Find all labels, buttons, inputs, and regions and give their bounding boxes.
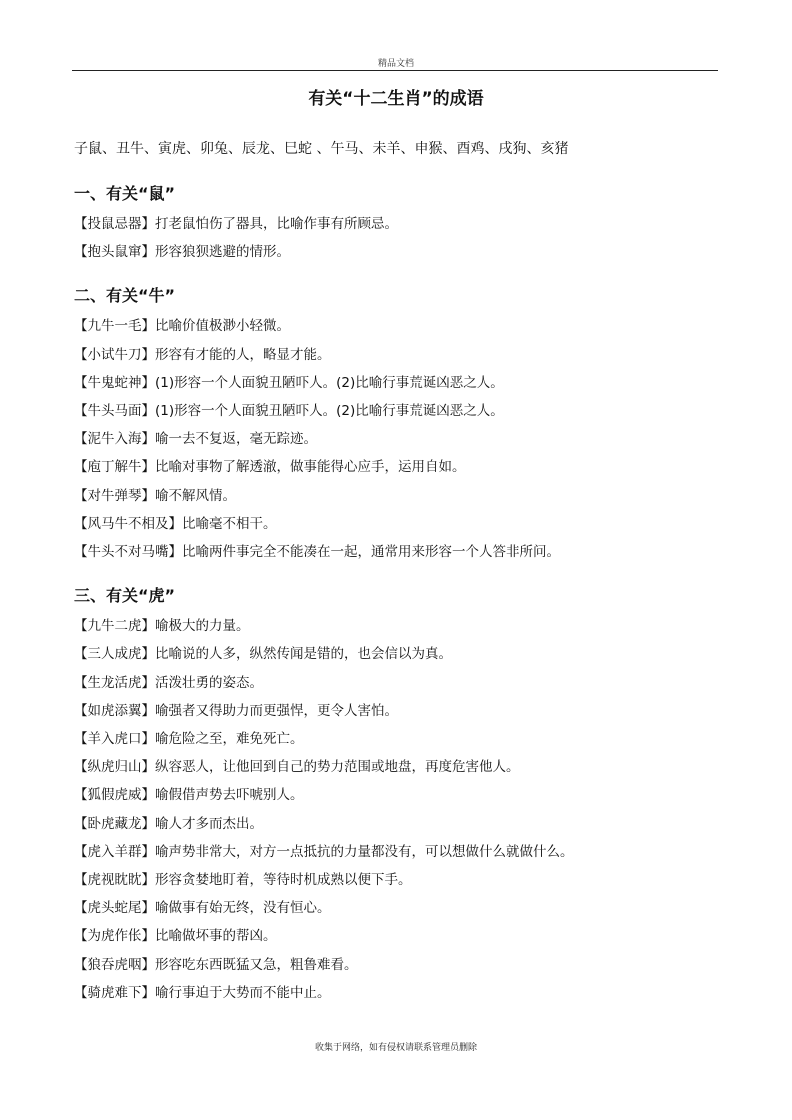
section-heading: 一、有关“鼠” [74, 184, 176, 203]
idiom-entry: 【小试牛刀】形容有才能的人，略显才能。 [74, 346, 331, 363]
idiom-entry: 【庖丁解牛】比喻对事物了解透澈，做事能得心应手，运用自如。 [74, 459, 466, 476]
idiom-entry: 【虎视眈眈】形容贪婪地盯着，等待时机成熟以便下手。 [74, 872, 412, 889]
header-divider [72, 70, 718, 71]
page-header: 精品文档 [377, 59, 414, 69]
section-heading: 三、有关“虎” [74, 586, 176, 606]
zodiac-intro: 子鼠、丑牛、寅虎、卯兔、辰龙、巳蛇 、午马、未羊、申猴、酉鸡、戌狗、亥猪 [74, 141, 569, 157]
idiom-entry: 【纵虎归山】纵容恶人，让他回到自己的势力范围或地盘，再度危害他人。 [74, 759, 520, 776]
section-2 [74, 282, 724, 566]
page-footer: 收集于网络，如有侵权请联系管理员删除 [314, 1043, 477, 1053]
document-body [74, 136, 724, 1007]
idiom-entry: 【泥牛入海】喻一去不复返，毫无踪迹。 [74, 431, 317, 448]
idiom-entry: 【投鼠忌器】打老鼠怕伤了器具，比喻作事有所顾忌。 [74, 216, 398, 232]
idiom-entry: 【抱头鼠窜】形容狼狈逃避的情形。 [74, 244, 290, 261]
section-heading: 二、有关“牛” [74, 286, 176, 306]
idiom-entry: 【牛头不对马嘴】比喻两件事完全不能凑在一起，通常用来形容一个人答非所问。 [74, 544, 560, 561]
idiom-entry: 【狐假虎威】喻假借声势去吓唬别人。 [74, 787, 304, 804]
idiom-entry: 【虎头蛇尾】喻做事有始无终，没有恒心。 [74, 900, 331, 917]
idiom-entry: 【生龙活虎】活泼壮勇的姿态。 [74, 674, 263, 691]
idiom-entry: 【狼吞虎咽】形容吃东西既猛又急，粗鲁难看。 [74, 956, 358, 973]
document-title: 有关“十二生肖”的成语 [308, 89, 484, 109]
idiom-entry: 【三人成虎】比喻说的人多，纵然传闻是错的，也会信以为真。 [74, 646, 452, 663]
section-3 [74, 582, 724, 1007]
sections-container [74, 180, 724, 1007]
idiom-entry: 【羊入虎口】喻危险之至，难免死亡。 [74, 731, 304, 748]
idiom-entry: 【为虎作伥】比喻做坏事的帮凶。 [74, 928, 277, 945]
idiom-entry: 【九牛二虎】喻极大的力量。 [74, 618, 250, 635]
section-1 [74, 180, 724, 266]
idiom-entry: 【风马牛不相及】比喻毫不相干。 [74, 515, 277, 532]
idiom-entry: 【牛头马面】(1)形容一个人面貌丑陋吓人。(2)比喻行事荒诞凶恶之人。 [74, 403, 504, 420]
idiom-entry: 【卧虎藏龙】喻人才多而杰出。 [74, 815, 263, 832]
idiom-entry: 【虎入羊群】喻声势非常大，对方一点抵抗的力量都没有，可以想做什么就做什么。 [74, 843, 574, 860]
idiom-entry: 【九牛一毛】比喻价值极渺小轻微。 [74, 318, 290, 335]
idiom-entry: 【牛鬼蛇神】(1)形容一个人面貌丑陋吓人。(2)比喻行事荒诞凶恶之人。 [74, 374, 504, 391]
idiom-entry: 【对牛弹琴】喻不解风情。 [74, 487, 236, 504]
idiom-entry: 【骑虎难下】喻行事迫于大势而不能中止。 [74, 984, 331, 1001]
idiom-entry: 【如虎添翼】喻强者又得助力而更强悍，更令人害怕。 [74, 702, 398, 719]
